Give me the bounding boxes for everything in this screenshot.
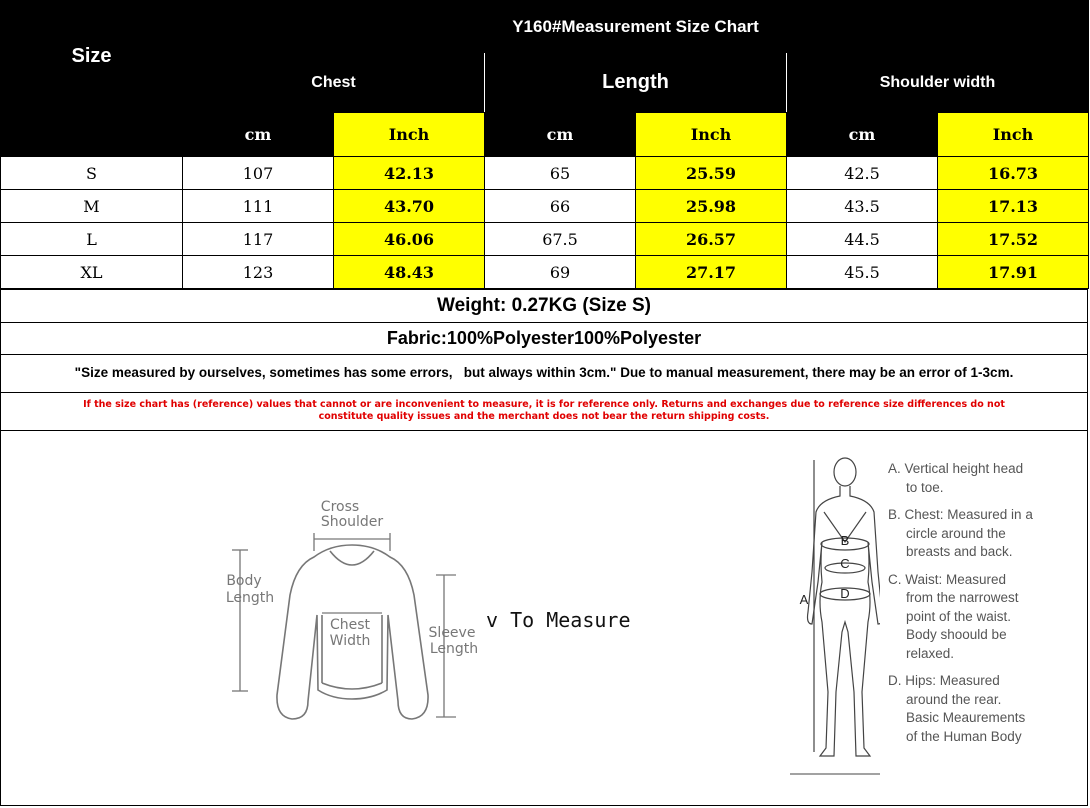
shoulder-inch-cell: 16.73: [938, 157, 1089, 190]
unit-header: Inch: [334, 113, 485, 157]
length-inch-cell: 25.59: [636, 157, 787, 190]
figure-label-c: C: [840, 556, 850, 571]
shoulder-inch-cell: 17.52: [938, 223, 1089, 256]
chest-inch-cell: 46.06: [334, 223, 485, 256]
chest-group-header: Chest: [183, 53, 485, 113]
shoulder-inch-cell: 17.91: [938, 256, 1089, 289]
body-length-label: Length: [225, 590, 275, 606]
garment-measure-diagram: [222, 495, 482, 725]
shoulder-cm-cell: 42.5: [787, 157, 938, 190]
legend-item-line: to toe.: [906, 479, 944, 495]
table-row: [1, 256, 1089, 289]
legend-item-title: B. Chest: Measured in a: [888, 507, 1033, 522]
legend-item-line: of the Human Body: [906, 728, 1022, 744]
size-chart-table: [0, 0, 1089, 289]
chest-inch-cell: 43.70: [334, 190, 485, 223]
chest-width-label: Chest: [329, 617, 371, 633]
unit-header: Inch: [938, 113, 1089, 157]
length-inch-cell: 27.17: [636, 256, 787, 289]
fabric-row: Fabric:100%Polyester100%Polyester: [0, 322, 1088, 354]
figure-label-d: D: [840, 586, 850, 601]
figure-head: [834, 458, 856, 486]
shoulder-cm-cell: 44.5: [787, 223, 938, 256]
table-row: [1, 190, 1089, 223]
shoulder-inch-cell: 17.13: [938, 190, 1089, 223]
shoulder-cm-cell: 45.5: [787, 256, 938, 289]
length-cm-cell: 69: [485, 256, 636, 289]
size-header: Size: [1, 1, 183, 113]
length-inch-cell: 25.98: [636, 190, 787, 223]
legend-item-line: Body shoould be: [906, 627, 1007, 642]
chest-inch-cell: 48.43: [334, 256, 485, 289]
size-cell: S: [1, 157, 183, 190]
shoulder-group-header: Shoulder width: [787, 53, 1089, 113]
disclaimer-line: constitute quality issues and the merchant does not bear the return shipping costs.: [318, 411, 770, 422]
collar-outline: [330, 551, 374, 565]
chest-cm-cell: 107: [183, 157, 334, 190]
table-row: [1, 157, 1089, 190]
size-cell: M: [1, 190, 183, 223]
body-length-label: Body: [226, 573, 262, 589]
disclaimer-line: If the size chart has (reference) values that cannot or are inconvenient to measure, it is for reference only. Returns and exchanges due to reference size differences do not: [83, 399, 1005, 410]
size-cell: L: [1, 223, 183, 256]
legend-item: [888, 672, 1078, 746]
legend-item-title: A. Vertical height head: [888, 461, 1024, 476]
body-measure-figure: [790, 452, 880, 777]
measurement-legend: [888, 460, 1078, 755]
sleeve-length-label: Length: [429, 641, 479, 657]
chest-width-label: Width: [329, 633, 371, 649]
chest-inch-cell: 42.13: [334, 157, 485, 190]
sleeve-length-label: Sleeve: [428, 625, 476, 641]
unit-spacer: [1, 113, 183, 157]
legend-item-line: Basic Meaurements: [906, 710, 1026, 725]
length-cm-cell: 67.5: [485, 223, 636, 256]
chest-cm-cell: 117: [183, 223, 334, 256]
legend-item: [888, 506, 1078, 562]
unit-header: Inch: [636, 113, 787, 157]
legend-item: [888, 460, 1078, 497]
legend-item: [888, 571, 1078, 664]
legend-item-line: breasts and back.: [906, 544, 1013, 559]
unit-header: cm: [787, 113, 938, 157]
chest-cm-cell: 111: [183, 190, 334, 223]
how-to-measure-text: v To Measure: [486, 608, 631, 632]
unit-header: cm: [485, 113, 636, 157]
measurement-note: "Size measured by ourselves, sometimes has some errors, but always within 3cm." Due to manual measurement, there may be an error of 1-3cm.: [0, 354, 1088, 392]
legend-item-line: point of the waist.: [906, 608, 1012, 624]
figure-label-a: A: [799, 592, 809, 607]
length-cm-cell: 66: [485, 190, 636, 223]
shoulder-cm-cell: 43.5: [787, 190, 938, 223]
chest-cm-cell: 123: [183, 256, 334, 289]
weight-row: Weight: 0.27KG (Size S): [0, 289, 1088, 322]
legend-item-line: from the narrowest: [906, 590, 1019, 605]
length-cm-cell: 65: [485, 157, 636, 190]
chart-title: Y160#Measurement Size Chart: [183, 1, 1089, 53]
legend-item-title: C. Waist: Measured: [888, 571, 1007, 587]
cross-shoulder-label: Cross: [320, 499, 360, 515]
size-cell: XL: [1, 256, 183, 289]
legend-item-line: relaxed.: [906, 645, 955, 661]
cross-shoulder-label: Shoulder: [320, 514, 384, 530]
legend-item-line: around the rear.: [906, 691, 1002, 707]
legend-item-line: circle around the: [906, 525, 1006, 541]
length-group-header: Length: [485, 53, 787, 113]
figure-label-b: B: [840, 533, 850, 548]
length-inch-cell: 26.57: [636, 223, 787, 256]
disclaimer: [0, 392, 1088, 431]
legend-item-title: D. Hips: Measured: [888, 673, 1000, 688]
figure-body: [808, 486, 881, 756]
unit-header: cm: [183, 113, 334, 157]
table-row: [1, 223, 1089, 256]
